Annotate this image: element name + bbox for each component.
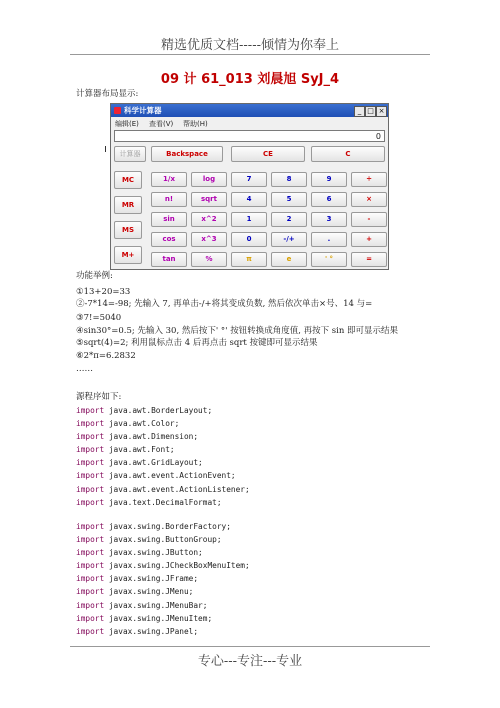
import-path: java.awt.Color; <box>104 419 180 429</box>
import-keyword: import <box>76 548 105 558</box>
status-label: 计算器 <box>114 146 146 162</box>
import-line <box>76 520 250 533</box>
import-keyword: import <box>76 561 105 571</box>
m-plus-button[interactable]: M+ <box>114 246 142 264</box>
import-path: javax.swing.JMenuItem; <box>104 613 213 623</box>
import-keyword: import <box>76 406 105 415</box>
import-line <box>76 456 250 469</box>
key-4-0[interactable]: tan <box>151 252 187 267</box>
import-keyword: import <box>76 522 105 531</box>
header-divider <box>70 54 430 55</box>
import-path: javax.swing.JMenuBar; <box>104 600 208 610</box>
import-keyword: import <box>76 587 105 597</box>
feature-title: 功能举例: <box>76 271 113 281</box>
import-path: javax.swing.JPanel; <box>104 626 199 636</box>
mr-button[interactable]: MR <box>114 196 142 214</box>
key-3-0[interactable]: cos <box>151 232 187 247</box>
key-4-2[interactable]: π <box>231 252 267 267</box>
import-line <box>76 404 250 417</box>
import-path: javax.swing.ButtonGroup; <box>104 535 222 545</box>
import-keyword: import <box>76 497 105 507</box>
import-line <box>76 469 250 482</box>
menu-help[interactable]: 帮助(H) <box>183 120 208 128</box>
ms-button[interactable]: MS <box>114 221 142 239</box>
key-4-4[interactable]: ' ° <box>311 252 347 267</box>
key-2-3[interactable]: 2 <box>271 212 307 227</box>
minimize-button[interactable]: _ <box>354 106 365 117</box>
import-line <box>76 496 250 509</box>
import-line <box>76 612 250 625</box>
import-path: java.awt.BorderLayout; <box>104 406 213 415</box>
example-3: ③7!=5040 <box>76 313 122 323</box>
import-line <box>76 572 250 585</box>
calculator-display: 0 <box>114 130 385 142</box>
key-1-1[interactable]: sqrt <box>191 192 227 207</box>
key-0-0[interactable]: 1/x <box>151 172 187 187</box>
source-label: 源程序如下: <box>76 392 122 402</box>
import-keyword: import <box>76 471 105 481</box>
import-keyword: import <box>76 458 105 468</box>
key-3-3[interactable]: -/+ <box>271 232 307 247</box>
close-button[interactable]: × <box>376 106 387 117</box>
import-line <box>76 546 250 559</box>
example-5: ⑤sqrt(4)=2; 利用鼠标点击 4 后再点击 sqrt 按键即可显示结果 <box>76 338 318 348</box>
import-line <box>76 483 250 496</box>
calculator-menubar <box>111 117 388 129</box>
page-header: 精选优质文档-----倾情为你奉上 <box>161 38 339 53</box>
footer-divider <box>70 646 430 647</box>
import-keyword: import <box>76 626 105 636</box>
ellipsis: …… <box>76 364 93 374</box>
example-4: ④sin30°=0.5; 先输入 30, 然后按下' °' 按钮转换成角度值, 再按下 sin 即可显示结果 <box>76 326 399 336</box>
key-0-1[interactable]: log <box>191 172 227 187</box>
key-4-1[interactable]: % <box>191 252 227 267</box>
window-title: 科学计算器 <box>124 106 162 115</box>
app-icon <box>114 107 121 114</box>
key-3-2[interactable]: 0 <box>231 232 267 247</box>
import-keyword: import <box>76 445 105 455</box>
import-keyword: import <box>76 613 105 623</box>
key-2-0[interactable]: sin <box>151 212 187 227</box>
key-1-4[interactable]: 6 <box>311 192 347 207</box>
layout-label: 计算器布局显示: <box>76 89 139 99</box>
import-path: java.awt.GridLayout; <box>104 458 203 468</box>
imports-awt <box>76 404 250 509</box>
import-line <box>76 559 250 572</box>
calculator-titlebar <box>111 104 388 117</box>
key-0-2[interactable]: 7 <box>231 172 267 187</box>
key-2-2[interactable]: 1 <box>231 212 267 227</box>
import-keyword: import <box>76 419 105 429</box>
import-path: java.awt.event.ActionListener; <box>104 484 250 494</box>
import-keyword: import <box>76 600 105 610</box>
page-footer: 专心---专注---专业 <box>197 654 303 669</box>
key-2-1[interactable]: x^2 <box>191 212 227 227</box>
example-6: ⑥2*π=6.2832 <box>76 351 136 361</box>
key-3-5[interactable]: + <box>351 232 387 247</box>
example-2: ②-7*14=-98; 先输入 7, 再单击-/+将其变成负数, 然后依次单击×号、14 与= <box>76 299 373 309</box>
import-path: javax.swing.JMenu; <box>104 587 194 597</box>
import-line <box>76 533 250 546</box>
import-line <box>76 599 250 612</box>
key-2-5[interactable]: - <box>351 212 387 227</box>
import-path: javax.swing.BorderFactory; <box>104 522 231 531</box>
import-keyword: import <box>76 574 105 584</box>
import-keyword: import <box>76 535 105 545</box>
import-path: javax.swing.JCheckBoxMenuItem; <box>104 561 250 571</box>
calculator-window <box>110 103 389 270</box>
import-line <box>76 430 250 443</box>
key-0-4[interactable]: 9 <box>311 172 347 187</box>
document-title: 09 计 61_013 刘晨旭 SyJ_4 <box>160 72 340 87</box>
backspace-button[interactable]: Backspace <box>151 146 223 162</box>
import-path: java.text.DecimalFormat; <box>104 497 222 507</box>
key-1-3[interactable]: 5 <box>271 192 307 207</box>
key-1-2[interactable]: 4 <box>231 192 267 207</box>
import-path: java.awt.Dimension; <box>104 432 199 442</box>
key-1-5[interactable]: × <box>351 192 387 207</box>
import-line <box>76 443 250 456</box>
import-keyword: import <box>76 432 105 442</box>
ce-button[interactable]: CE <box>231 146 305 162</box>
maximize-button[interactable]: □ <box>365 106 376 117</box>
example-1: ①13+20=33 <box>76 287 131 297</box>
import-line <box>76 625 250 638</box>
key-3-4[interactable]: . <box>311 232 347 247</box>
c-button[interactable]: C <box>311 146 385 162</box>
menu-edit[interactable]: 编辑(E) <box>115 120 139 128</box>
key-0-5[interactable]: ÷ <box>351 172 387 187</box>
mc-button[interactable]: MC <box>114 171 142 189</box>
import-path: javax.swing.JButton; <box>104 548 203 558</box>
import-line <box>76 417 250 430</box>
key-4-3[interactable]: e <box>271 252 307 267</box>
key-3-1[interactable]: x^3 <box>191 232 227 247</box>
import-keyword: import <box>76 484 105 494</box>
import-path: java.awt.Font; <box>104 445 175 455</box>
key-1-0[interactable]: n! <box>151 192 187 207</box>
key-4-5[interactable]: = <box>351 252 387 267</box>
key-0-3[interactable]: 8 <box>271 172 307 187</box>
imports-swing <box>76 520 250 638</box>
import-line <box>76 585 250 598</box>
import-path: javax.swing.JFrame; <box>104 574 199 584</box>
key-2-4[interactable]: 3 <box>311 212 347 227</box>
menu-view[interactable]: 查看(V) <box>149 120 174 128</box>
import-path: java.awt.event.ActionEvent; <box>104 471 236 481</box>
